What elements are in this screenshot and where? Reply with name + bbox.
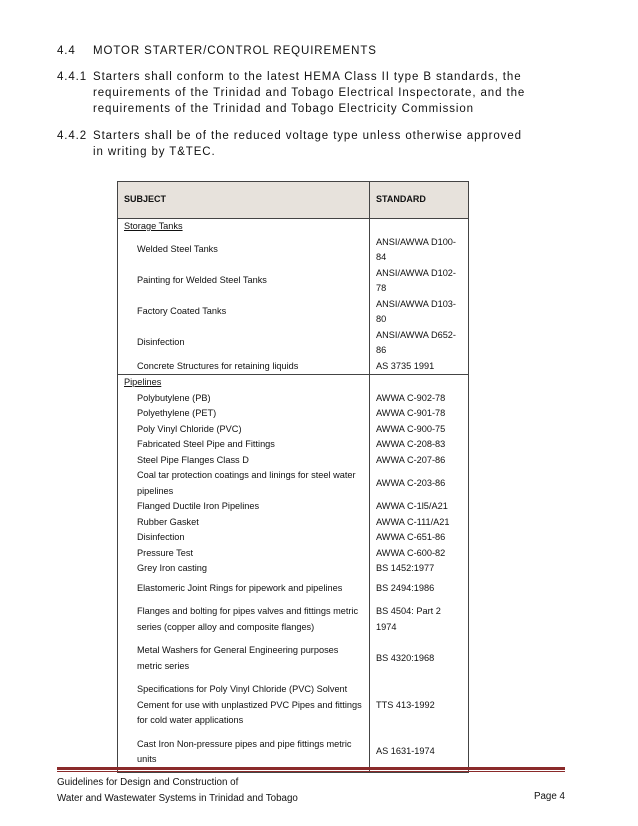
standard-cell: ANSI/AWWA D102-78	[370, 266, 469, 297]
table-row	[118, 468, 469, 499]
subject-cell: Storage Tanks	[118, 219, 370, 235]
standard-cell: AS 3735 1991	[370, 359, 469, 375]
subject-cell: Cast Iron Non-pressure pipes and pipe fittings metric units	[118, 733, 370, 773]
subject-cell: Pressure Test	[118, 546, 370, 562]
standard-cell: TTS 413-1992	[370, 678, 469, 733]
standard-cell: ANSI/AWWA D100-84	[370, 235, 469, 266]
table-row	[118, 297, 469, 328]
standard-header: STANDARD	[370, 182, 469, 219]
standard-cell: ANSI/AWWA D103-80	[370, 297, 469, 328]
subject-cell: Concrete Structures for retaining liquids	[118, 359, 370, 375]
subject-cell: Poly Vinyl Chloride (PVC)	[118, 422, 370, 438]
standard-cell: AS 1631-1974	[370, 733, 469, 773]
table-row	[118, 639, 469, 678]
standard-cell: AWWA C-901-78	[370, 406, 469, 422]
table-row	[118, 546, 469, 562]
subject-cell: Metal Washers for General Engineering purposes metric series	[118, 639, 370, 678]
subject-cell: Polybutylene (PB)	[118, 391, 370, 407]
standard-cell: AWWA C-208-83	[370, 437, 469, 453]
table-row	[118, 328, 469, 359]
standard-cell: BS 2494:1986	[370, 577, 469, 601]
standards-table	[117, 181, 469, 773]
subject-cell: Elastomeric Joint Rings for pipework and pipelines	[118, 577, 370, 601]
standard-cell: AWWA C-902-78	[370, 391, 469, 407]
subject-cell: Flanges and bolting for pipes valves and fittings metric series (copper alloy and composite flanges)	[118, 600, 370, 639]
subject-cell: Pipelines	[118, 375, 370, 391]
table-header-row	[118, 182, 469, 219]
table-row	[118, 577, 469, 601]
subject-cell: Grey Iron casting	[118, 561, 370, 577]
subject-cell: Disinfection	[118, 530, 370, 546]
standard-cell: AWWA C-900-75	[370, 422, 469, 438]
section-text: Starters shall conform to the latest HEMA Class II type B standards, the requirements of the Trinidad and Tobago Electrical Inspectorate, and the requirements of the Trinidad and Tobago Electricity Commission	[93, 71, 526, 115]
section-number: 4.4.2	[57, 130, 88, 142]
standard-cell: AWWA C-203-86	[370, 468, 469, 499]
table-row	[118, 499, 469, 515]
table-row	[118, 391, 469, 407]
standard-cell: BS 4320:1968	[370, 639, 469, 678]
table-row	[118, 453, 469, 469]
table-row	[118, 359, 469, 375]
table-row	[118, 406, 469, 422]
table-row	[118, 561, 469, 577]
table-row	[118, 266, 469, 297]
subject-cell: Fabricated Steel Pipe and Fittings	[118, 437, 370, 453]
subject-header: SUBJECT	[118, 182, 370, 219]
footer-line-2: Water and Wastewater Systems in Trinidad and Tobago	[57, 793, 298, 804]
subject-cell: Disinfection	[118, 328, 370, 359]
table-row	[118, 235, 469, 266]
subject-cell: Steel Pipe Flanges Class D	[118, 453, 370, 469]
footer-rule-thin	[57, 771, 565, 772]
footer	[57, 775, 298, 807]
standard-cell: AWWA C-1l5/A21	[370, 499, 469, 515]
standard-cell: BS 1452:1977	[370, 561, 469, 577]
subject-cell: Welded Steel Tanks	[118, 235, 370, 266]
subject-cell: Rubber Gasket	[118, 515, 370, 531]
table-row	[118, 219, 469, 235]
subject-cell: Specifications for Poly Vinyl Chloride (PVC) Solvent Cement for use with unplastized PVC Pipes and fittings for cold water applications	[118, 678, 370, 733]
table-row	[118, 600, 469, 639]
subject-cell: Coal tar protection coatings and linings for steel water pipelines	[118, 468, 370, 499]
table-row	[118, 375, 469, 391]
table-row	[118, 422, 469, 438]
table-row	[118, 437, 469, 453]
table-row	[118, 530, 469, 546]
section-number: 4.4.1	[57, 71, 88, 83]
section-number: 4.4	[57, 45, 76, 57]
table-row	[118, 678, 469, 733]
footer-rule	[57, 767, 565, 770]
section-heading: MOTOR STARTER/CONTROL REQUIREMENTS	[93, 45, 377, 57]
standard-cell	[370, 219, 469, 235]
footer-line-1: Guidelines for Design and Construction of	[57, 777, 239, 788]
standard-cell: AWWA C-651-86	[370, 530, 469, 546]
standard-cell	[370, 375, 469, 391]
table-row	[118, 515, 469, 531]
standard-cell: BS 4504: Part 2 1974	[370, 600, 469, 639]
subject-cell: Factory Coated Tanks	[118, 297, 370, 328]
subject-cell: Painting for Welded Steel Tanks	[118, 266, 370, 297]
page-number: Page 4	[533, 791, 565, 802]
standard-cell: AWWA C-600-82	[370, 546, 469, 562]
standard-cell: AWWA C-111/A21	[370, 515, 469, 531]
standard-cell: ANSI/AWWA D652-86	[370, 328, 469, 359]
subject-cell: Polyethylene (PET)	[118, 406, 370, 422]
subject-cell: Flanged Ductile Iron Pipelines	[118, 499, 370, 515]
section-text: Starters shall be of the reduced voltage type unless otherwise approved in writing by T&TEC.	[93, 130, 522, 158]
standard-cell: AWWA C-207-86	[370, 453, 469, 469]
